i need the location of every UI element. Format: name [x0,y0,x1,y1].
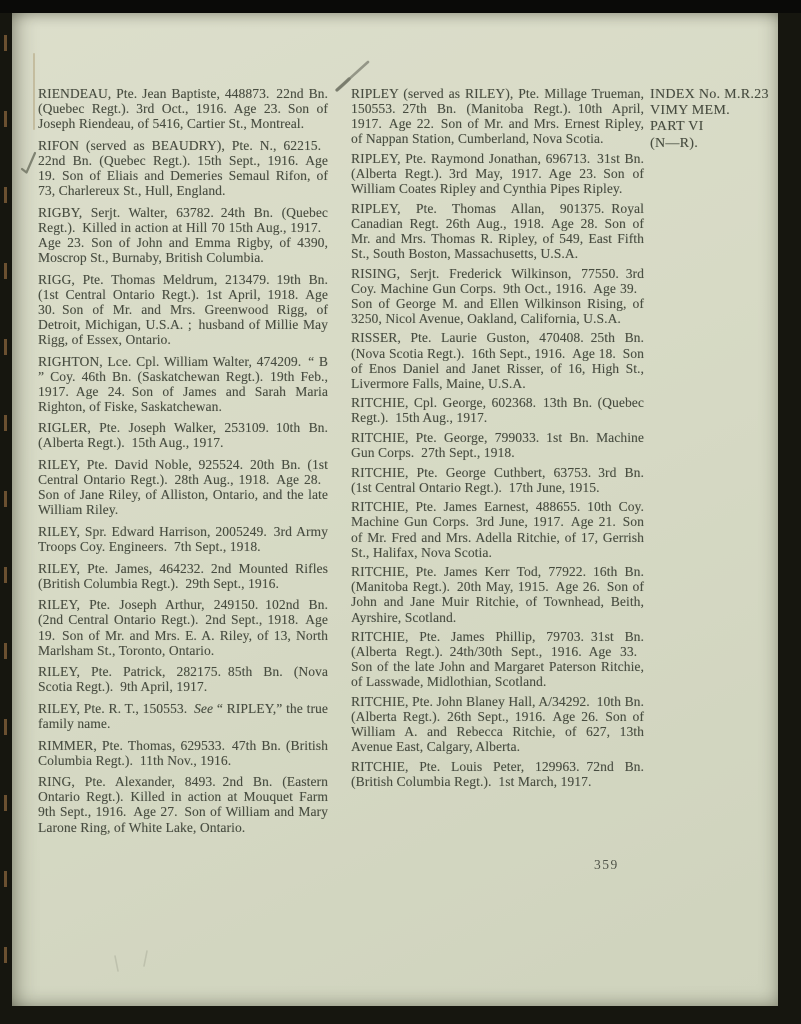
memorial-entry: RILEY, Pte. David Noble, 925524. 20th Bn. (1st Central Ontario Regt.). 28th Aug., 1918. Age 28. Son of Jane Riley, of Alliston, Ontario, and the late William Riley. [38,457,328,518]
book-page [12,13,778,1006]
binding-stitches [4,35,7,985]
memorial-entry: RITCHIE, Pte. James Phillip, 79703. 31st Bn. (Alberta Regt.). 24th/30th Sept., 1916. Age 33. Son of the late John and Margaret Paterson Ritchie, of Lasswade, Midlothian, Scotland. [351,629,644,690]
memorial-entry: RITCHIE, Pte. James Earnest, 488655. 10th Coy. Machine Gun Corps. 3rd June, 1917. Age 21. Son of Mr. Fred and Mrs. Adella Ritchie, of 17, Gerrish St., Halifax, Nova Scotia. [351,499,644,560]
memorial-entry: RILEY, Pte. R. T., 150553. See “ RIPLEY,” the true family name. [38,700,328,731]
memorial-entry: RIGLER, Pte. Joseph Walker, 253109. 10th Bn. (Alberta Regt.). 15th Aug., 1917. [38,420,328,451]
page-crease [33,53,35,130]
memorial-entry: RING, Pte. Alexander, 8493. 2nd Bn. (Eastern Ontario Regt.). Killed in action at Mouquet Farm 9th Sept., 1916. Age 27. Son of William and Mary Larone Ring, of White Lake, Ontario. [38,774,328,835]
memorial-name: VIMY MEM. [650,103,730,119]
index-header [650,87,786,152]
memorial-entry: RITCHIE, Pte. George Cuthbert, 63753. 3rd Bn. (1st Central Ontario Regt.). 17th June, 1915. [351,464,644,495]
memorial-entry: RITCHIE, Cpl. George, 602368. 13th Bn. (Quebec Regt.). 15th Aug., 1917. [351,395,644,426]
faint-pencil-mark [115,956,118,971]
memorial-entry: RITCHIE, Pte. James Kerr Tod, 77922. 16th Bn. (Manitoba Regt.). 20th May, 1915. Age 26. Son of John and Jane Muir Ritchie, of Townhead, Beith, Ayrshire, Scotland. [351,564,644,625]
memorial-entry: RITCHIE, Pte. Louis Peter, 129963. 72nd Bn. (British Columbia Regt.). 1st March, 1917. [351,758,644,789]
memorial-entry: RIGHTON, Lce. Cpl. William Walter, 474209. “ B ” Coy. 46th Bn. (Saskatchewan Regt.). 19th Feb., 1917. Age 24. Son of James and Sarah Maria Righton, of Fiske, Saskatchewan. [38,353,328,414]
memorial-entry: RIPLEY, Pte. Thomas Allan, 901375. Royal Canadian Regt. 26th Aug., 1918. Age 28. Son of Mr. and Mrs. Thomas R. Ripley, of 549, East Fifth St., South Boston, Massachusetts, U.S.A. [351,200,644,261]
memorial-entry: RIPLEY (served as RILEY), Pte. Millage Trueman, 150553. 27th Bn. (Manitoba Regt.). 10th April, 1917. Age 22. Son of Mr. and Mrs. Ernest Ripley, of Nappan Station, Cumberland, Nova Scotia. [351,86,644,147]
page-number: 359 [594,857,619,872]
part-number: PART VI [650,119,704,135]
memorial-entry: RITCHIE, Pte. George, 799033. 1st Bn. Machine Gun Corps. 27th Sept., 1918. [351,429,644,461]
memorial-entry: RIGG, Pte. Thomas Meldrum, 213479. 19th Bn. (1st Central Ontario Regt.). 1st April, 1918. Age 30. Son of Mr. and Mrs. Greenwood Rigg, of Detroit, Michigan, U.S.A. ; husband of Millie May Rigg, of Essex, Ontario. [38,271,328,347]
memorial-entry: RILEY, Spr. Edward Harrison, 2005249. 3rd Army Troops Coy. Engineers. 7th Sept., 1918. [38,523,328,555]
memorial-entry: RILEY, Pte. James, 464232. 2nd Mounted Rifles (British Columbia Regt.). 29th Sept., 1916. [38,560,328,591]
memorial-entry: RIENDEAU, Pte. Jean Baptiste, 448873. 22nd Bn. (Quebec Regt.). 3rd Oct., 1916. Age 23. Son of Joseph Riendeau, of 5416, Cartier St., Montreal. [38,86,328,132]
photo-edge-top [0,0,801,13]
memorial-entry: RIGBY, Serjt. Walter, 63782. 24th Bn. (Quebec Regt.). Killed in action at Hill 70 15th Aug., 1917. Age 23. Son of John and Emma Rigby, of 4390, Moscrop St., Burnaby, British Columbia. [38,204,328,265]
alpha-range: (N—R). [650,135,699,151]
pencil-slash-mark-heavy-end [337,79,349,90]
memorial-entry: RILEY, Pte. Patrick, 282175. 85th Bn. (Nova Scotia Regt.). 9th April, 1917. [38,664,328,695]
entries-column-left [38,86,328,841]
memorial-entry: RISSER, Pte. Laurie Guston, 470408. 25th Bn. (Nova Scotia Regt.). 16th Sept., 1916. Age 18. Son of Enos Daniel and Janet Risser, of 16, High St., Livermore Falls, Maine, U.S.A. [351,330,644,391]
index-number: INDEX No. M.R.23 [650,87,769,102]
memorial-entry: RIFON (served as BEAUDRY), Pte. N., 62215. 22nd Bn. (Quebec Regt.). 15th Sept., 1916. Age 19. Son of Eliais and Demeries Semaul Rifon, of 73, Charlereux St., Hull, England. [38,137,328,199]
memorial-entry: RILEY, Pte. Joseph Arthur, 249150. 102nd Bn. (2nd Central Ontario Regt.). 2nd Sept., 1918. Age 19. Son of Mr. and Mrs. E. A. Riley, of 13, North Marlsham St., Toronto, Ontario. [38,597,328,658]
entries-column-right [351,86,644,794]
memorial-entry: RITCHIE, Pte. John Blaney Hall, A/34292. 10th Bn. (Alberta Regt.). 26th Sept., 1916. Age 26. Son of William A. and Rebecca Ritchie, of 627, 13th Avenue East, Calgary, Alberta. [351,693,644,755]
memorial-entry: RIPLEY, Pte. Raymond Jonathan, 696713. 31st Bn. (Alberta Regt.). 3rd May, 1917. Age 23. Son of William Coates Ripley and Cynthia Pipes Ripley. [351,150,644,197]
memorial-entry: RIMMER, Pte. Thomas, 629533. 47th Bn. (British Columbia Regt.). 11th Nov., 1916. [38,737,328,768]
faint-pencil-mark [144,951,147,966]
pencil-checkmark [22,153,35,173]
memorial-entry: RISING, Serjt. Frederick Wilkinson, 77550. 3rd Coy. Machine Gun Corps. 9th Oct., 1916. Age 39. Son of George M. and Ellen Wilkinson Rising, of 3250, Nicol Avenue, Oakland, California, U.S.A. [351,265,644,326]
